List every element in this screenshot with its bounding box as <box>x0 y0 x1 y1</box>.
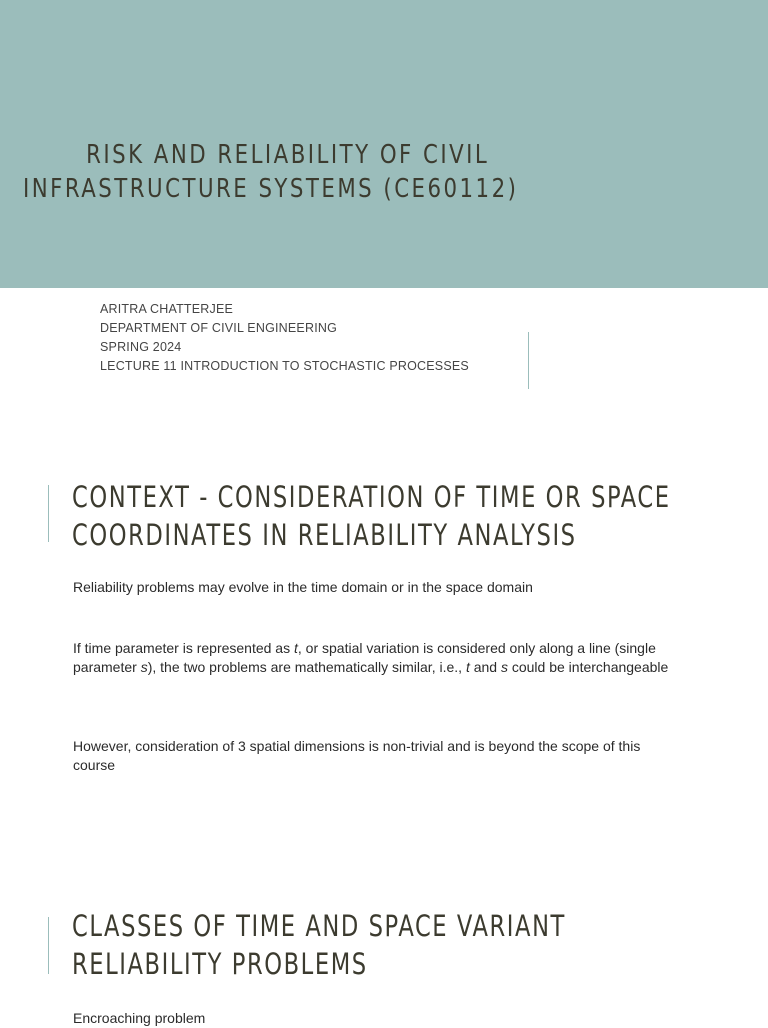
lecture-title: LECTURE 11 INTRODUCTION TO STOCHASTIC PROCESSES <box>100 359 469 373</box>
heading-line-2: RELIABILITY PROBLEMS <box>72 947 368 981</box>
course-title <box>0 138 630 206</box>
department-name: DEPARTMENT OF CIVIL ENGINEERING <box>100 321 338 335</box>
section-heading-classes <box>72 907 768 983</box>
accent-divider <box>48 917 49 974</box>
title-banner <box>0 0 768 288</box>
section-heading-context <box>72 478 768 554</box>
variable-t: t <box>465 659 470 675</box>
heading-line-1: CONTEXT - CONSIDERATION OF TIME OR SPACE <box>72 480 671 514</box>
course-title-line-2: INFRASTRUCTURE SYSTEMS (CE60112) <box>22 174 519 204</box>
paragraph: Reliability problems may evolve in the time domain or in the space domain <box>73 579 533 595</box>
paragraph <box>73 639 673 677</box>
variable-t: t <box>294 640 298 656</box>
variable-s: s <box>140 659 148 675</box>
text-run: could be interchangeable <box>507 659 669 675</box>
accent-divider <box>48 485 49 542</box>
text-run: If time parameter is represented as <box>73 640 294 656</box>
lecture-info <box>100 300 469 376</box>
course-title-line-1: RISK AND RELIABILITY OF CIVIL <box>86 140 490 170</box>
text-run: and <box>469 659 501 675</box>
variable-s: s <box>500 659 508 675</box>
text-run: , or spatial variation is considered only along a line (single parameter <box>73 640 656 675</box>
term-label: SPRING 2024 <box>100 340 182 354</box>
heading-line-2: COORDINATES IN RELIABILITY ANALYSIS <box>72 518 577 552</box>
text-run: ), the two problems are mathematically similar, i.e., <box>147 659 466 675</box>
paragraph: However, consideration of 3 spatial dimensions is non-trivial and is beyond the scope of this course <box>73 738 641 773</box>
accent-divider <box>528 332 529 389</box>
author-name: ARITRA CHATTERJEE <box>100 302 234 316</box>
paragraph: Encroaching problem <box>73 1010 206 1026</box>
heading-line-1: CLASSES OF TIME AND SPACE VARIANT <box>72 909 566 943</box>
